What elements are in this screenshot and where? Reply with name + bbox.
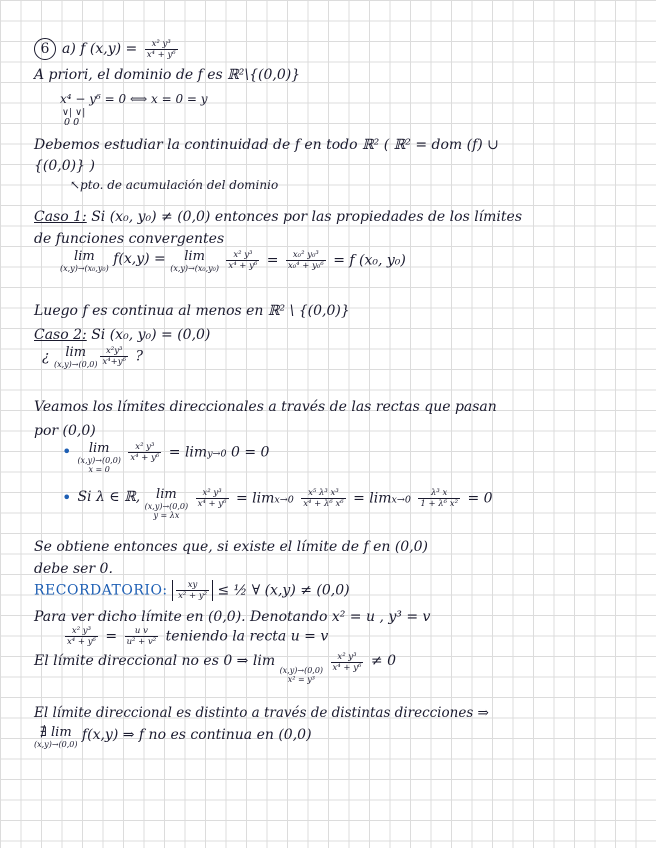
substitution-line: $\frac{\text{x² y³}}{\text{x⁴ + y⁶}}$ = $\frac{\text{u v}}{\text{u² + v²}}$ teniendo la recta u = v xyxy=(67,626,329,647)
reminder-label: RECORDATORIO: xyxy=(34,582,168,599)
note-line: Debemos estudiar la continuidad de f en todo ℝ² ( ℝ² = dom (f) ∪ xyxy=(34,137,499,153)
case-label: Caso 2: xyxy=(34,327,87,343)
exercise-heading: 6 a) f (x,y) = $\frac{\text{x² y³}}{\text{x⁴ + y⁶}}$ xyxy=(34,38,181,60)
note-line: Veamos los límites direccionales a través de las rectas que pasan xyxy=(34,399,497,415)
note-line: Se obtiene entonces que, si existe el límite de f en (0,0) xyxy=(34,539,429,555)
conclusion-line: El límite direccional no es 0 ⇒ lim (x,y)→(0,0) x² = y³ $\frac{\text{x² y³}}{\text{x⁴ + y⁶}}$ ≠ 0 xyxy=(34,652,396,684)
note-line: por (0,0) xyxy=(34,423,96,439)
case-2-line: Caso 2: Si (x₀, y₀) = (0,0) xyxy=(34,327,211,343)
function-fraction: $\frac{\text{x² y³}}{\text{x⁴ + y⁶}}$ xyxy=(146,38,176,60)
bullet-line: • Si λ ∈ ℝ, lim (x,y)→(0,0) y = λx $\frac{\text{x² y³}}{\text{x⁴ + y⁶}}$ = limx→0 $\frac{\text{x⁵ λ³ x³}}{\text{x⁴ + λ⁶ x⁶}}$ = limx→0 $\frac{\text{λ³ x}}{\text{1 + λ⁶ x²}}$ = 0 xyxy=(62,487,493,520)
bullet-icon: • xyxy=(62,441,72,461)
note-line: {(0,0)} ) xyxy=(34,158,95,174)
final-conclusion: ∄ lim (x,y)→(0,0) f(x,y) ⇒ f no es continua en (0,0) xyxy=(34,725,312,749)
case-label: Caso 1: xyxy=(34,209,87,225)
limit-equation: lim (x,y)→(x₀,y₀) f(x,y) = lim (x,y)→(x₀,y₀) $\frac{\text{x² y³}}{\text{x⁴ + y⁶}}$ = $\frac{\text{x₀² y₀³}}{\text{x₀⁴ + y₀⁶}}$ = f (x₀, y₀) xyxy=(60,249,406,273)
note-line: ∨| ∨| xyxy=(62,107,86,118)
annotation: ↖pto. de acumulación del dominio xyxy=(70,178,279,192)
limit-question: ¿ lim (x,y)→(0,0) $\frac{\text{x²y³}}{\text{x⁴+y⁶}}$ ? xyxy=(42,345,143,369)
note-line: Luego f es continua al menos en ℝ² \ {(0,0)} xyxy=(34,303,350,319)
note-line: 0 0 xyxy=(64,117,80,128)
reminder-line: RECORDATORIO: $\frac{xy}{\text{x² + y²}}$ ≤ ½ ∀ (x,y) ≠ (0,0) xyxy=(34,580,350,601)
case-1-line: Caso 1: Si (x₀, y₀) ≠ (0,0) entonces por las propiedades de los límites xyxy=(34,209,523,225)
note-line: debe ser 0. xyxy=(34,561,113,577)
note-line: de funciones convergentes xyxy=(34,231,225,247)
bullet-icon: • xyxy=(62,487,72,507)
note-line: x⁴ − y⁶ = 0 ⟺ x = 0 = y xyxy=(60,92,208,106)
note-line: Para ver dicho límite en (0,0). Denotando x² = u , y³ = v xyxy=(34,609,431,625)
bullet-line: • lim (x,y)→(0,0) x = 0 $\frac{\text{x² y³}}{\text{x⁴ + y⁶}}$ = limy→0 0 = 0 xyxy=(62,441,270,474)
note-line: El límite direccional es distinto a través de distintas direcciones ⇒ xyxy=(34,705,489,721)
exercise-number: 6 xyxy=(34,38,56,60)
note-line: A priori, el dominio de f es ℝ²\{(0,0)} xyxy=(34,67,301,83)
